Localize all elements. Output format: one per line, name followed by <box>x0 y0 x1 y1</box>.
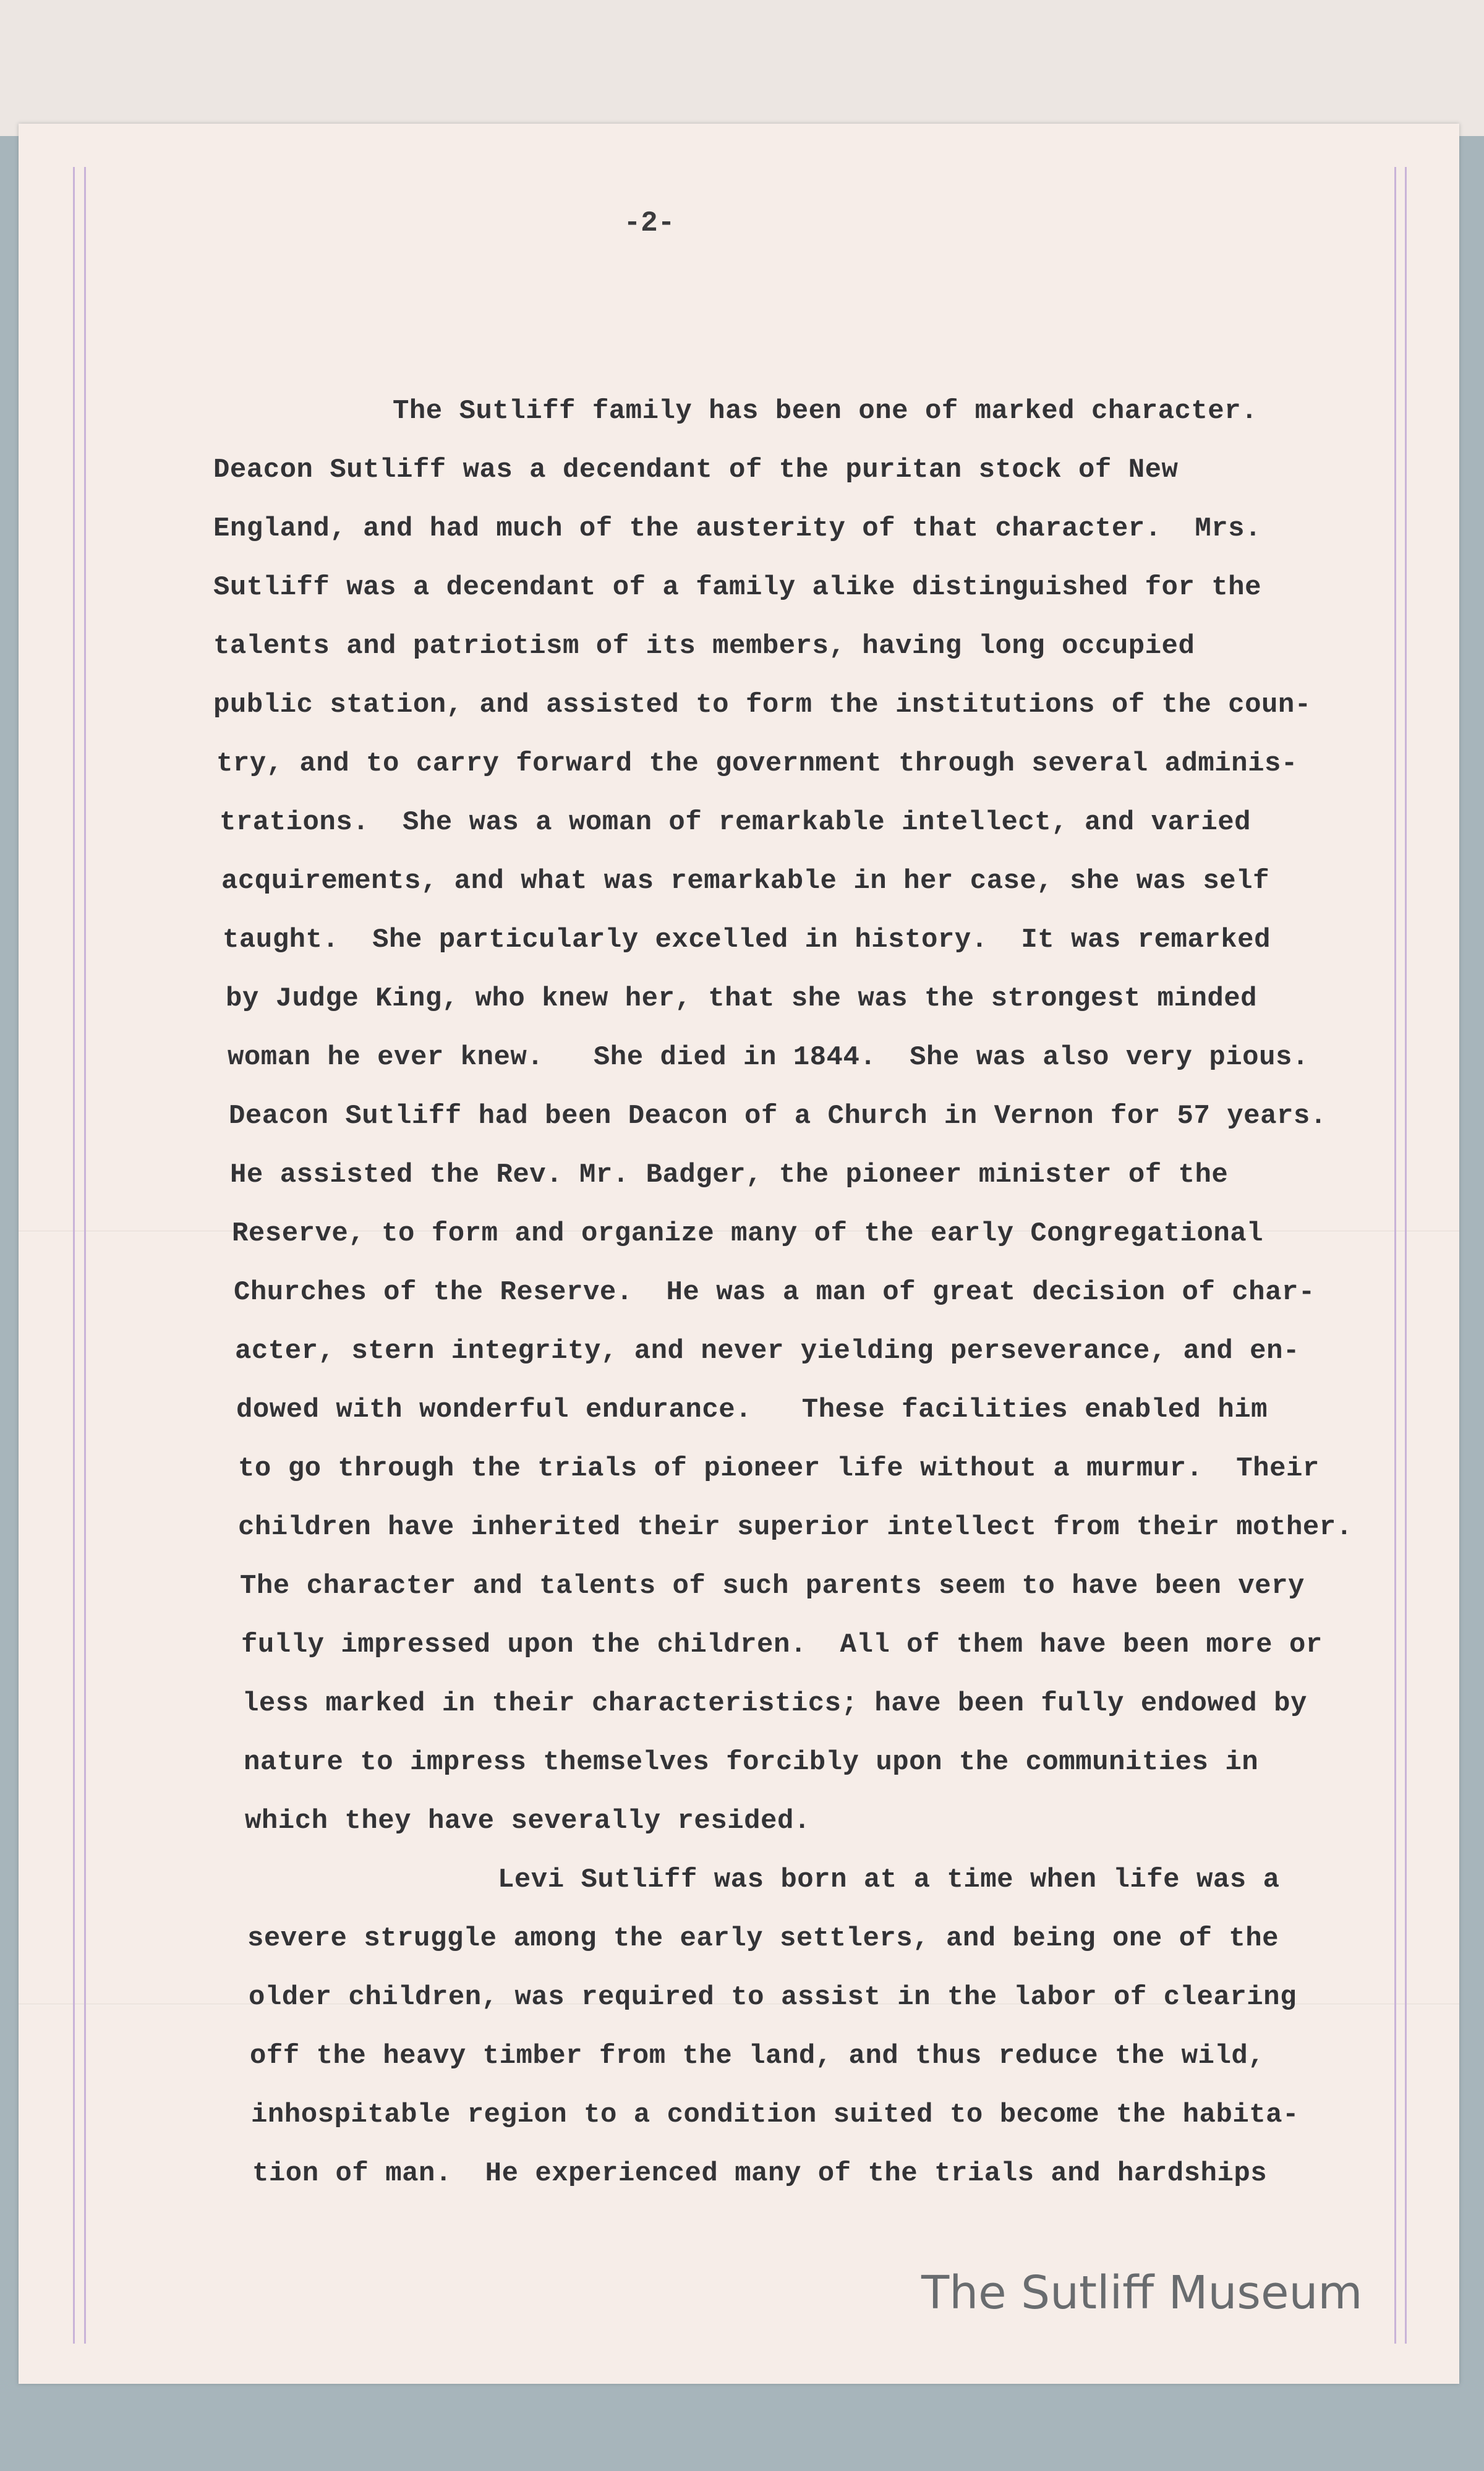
right-margin-rule <box>1394 167 1396 2344</box>
left-margin-rule <box>84 167 86 2344</box>
text-line: Deacon Sutliff was a decendant of the puritan stock of New <box>213 455 1179 485</box>
text-line: Sutliff was a decendant of a family alike distinguished for the <box>213 572 1261 603</box>
text-line: children have inherited their superior intellect from their mother. <box>238 1512 1353 1543</box>
text-line: acter, stern integrity, and never yielding perseverance, and en- <box>235 1336 1300 1367</box>
text-line: inhospitable region to a condition suited to become the habita- <box>251 2099 1299 2130</box>
text-line: tion of man. He experienced many of the trials and hardships <box>252 2158 1268 2189</box>
text-line: nature to impress themselves forcibly upon the communities in <box>244 1747 1259 1778</box>
text-line: off the heavy timber from the land, and thus reduce the wild, <box>250 2041 1265 2072</box>
text-line: try, and to carry forward the government through several adminis- <box>216 748 1298 779</box>
text-line: woman he ever knew. She died in 1844. She was also very pious. <box>228 1042 1309 1073</box>
text-line: Deacon Sutliff had been Deacon of a Church in Vernon for 57 years. <box>229 1101 1327 1132</box>
text-line: fully impressed upon the children. All of them have been more or <box>241 1629 1323 1660</box>
text-line: The character and talents of such parents seem to have been very <box>240 1571 1305 1602</box>
text-line: Churches of the Reserve. He was a man of great decision of char- <box>234 1277 1315 1308</box>
text-line: older children, was required to assist in the labor of clearing <box>249 1982 1297 2013</box>
text-line: by Judge King, who knew her, that she was the strongest minded <box>226 983 1258 1014</box>
museum-watermark: The Sutliff Museum <box>921 2266 1363 2319</box>
text-line: The Sutliff family has been one of marked character. <box>393 396 1258 427</box>
backing-board <box>0 0 1484 136</box>
text-line: Levi Sutliff was born at a time when life was a <box>498 1864 1280 1895</box>
text-line: to go through the trials of pioneer life without a murmur. Their <box>238 1453 1320 1484</box>
text-line: less marked in their characteristics; have been fully endowed by <box>242 1688 1307 1719</box>
right-margin-rule <box>1405 167 1407 2344</box>
text-line: trations. She was a woman of remarkable intellect, and varied <box>220 807 1252 838</box>
text-line: England, and had much of the austerity of that character. Mrs. <box>213 513 1261 544</box>
text-line: which they have severally resided. <box>245 1806 811 1837</box>
text-line: Reserve, to form and organize many of the early Congregational <box>232 1218 1264 1249</box>
text-line: severe struggle among the early settlers, and being one of the <box>247 1923 1279 1954</box>
text-line: public station, and assisted to form the institutions of the coun- <box>213 689 1311 720</box>
left-margin-rule <box>73 167 75 2344</box>
page-number: -2- <box>623 207 675 239</box>
text-line: dowed with wonderful endurance. These facilities enabled him <box>236 1394 1268 1425</box>
text-line: acquirements, and what was remarkable in her case, she was self <box>221 866 1269 897</box>
text-line: talents and patriotism of its members, having long occupied <box>213 631 1195 662</box>
text-line: He assisted the Rev. Mr. Badger, the pioneer minister of the <box>230 1159 1229 1190</box>
text-line: taught. She particularly excelled in history. It was remarked <box>223 924 1271 955</box>
